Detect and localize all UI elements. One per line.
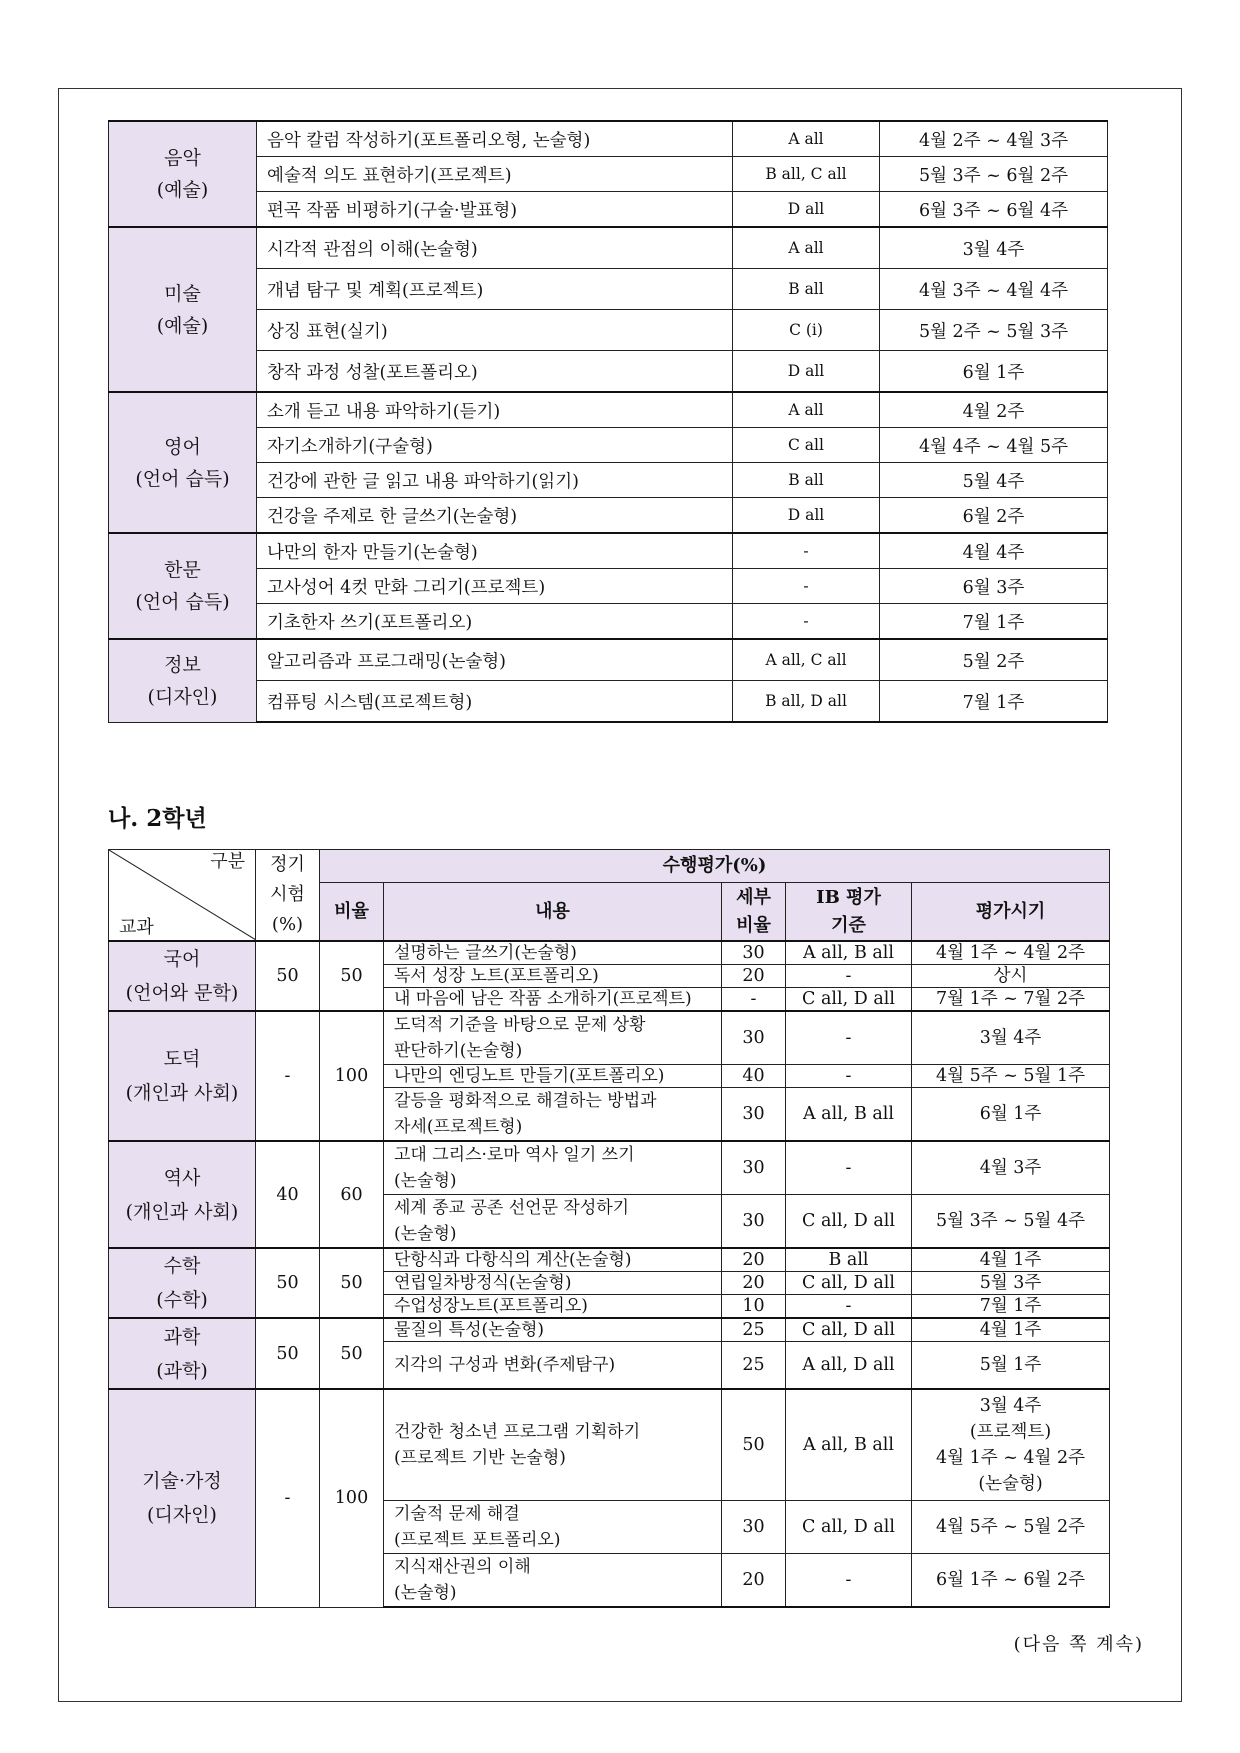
exam-cell: 50 xyxy=(256,1248,320,1318)
detail-ratio-cell: 30 xyxy=(722,1011,786,1065)
criteria-cell: C (i) xyxy=(733,310,880,351)
period-cell: 4월 1주 ~ 4월 2주 xyxy=(912,941,1110,965)
period-cell: 7월 1주 xyxy=(880,681,1108,723)
criteria-cell: B all, D all xyxy=(733,681,880,723)
period-cell: 5월 1주 xyxy=(912,1342,1110,1390)
content-cell: 알고리즘과 프로그래밍(논술형) xyxy=(257,639,733,681)
criteria-cell: A all xyxy=(733,227,880,269)
content-cell: 갈등을 평화적으로 해결하는 방법과 자세(프로젝트형) xyxy=(384,1088,722,1142)
content-cell: 기술적 문제 해결 (프로젝트 포트폴리오) xyxy=(384,1501,722,1554)
criteria-cell: - xyxy=(786,965,912,988)
content-cell: 고대 그리스·로마 역사 일기 쓰기 (논술형) xyxy=(384,1141,722,1195)
content-cell: 자기소개하기(구술형) xyxy=(257,428,733,463)
criteria-cell: - xyxy=(733,569,880,604)
content-cell: 독서 성장 노트(포트폴리오) xyxy=(384,965,722,988)
criteria-cell: C all, D all xyxy=(786,1195,912,1249)
ratio-cell: 100 xyxy=(320,1011,384,1141)
period-cell: 6월 3주 ~ 6월 4주 xyxy=(880,192,1108,228)
table-row xyxy=(109,941,1110,965)
period-cell: 5월 3주 ~ 5월 4주 xyxy=(912,1195,1110,1249)
header-ib-criteria: IB 평가 기준 xyxy=(786,883,912,941)
period-cell: 3월 4주 xyxy=(912,1011,1110,1065)
period-cell: 4월 3주 xyxy=(912,1141,1110,1195)
period-cell: 6월 1주 xyxy=(912,1088,1110,1142)
subject-cell: 음악 (예술) xyxy=(109,121,257,227)
criteria-cell: D all xyxy=(733,351,880,393)
period-cell: 4월 1주 xyxy=(912,1248,1110,1272)
period-cell: 5월 3주 xyxy=(912,1272,1110,1295)
content-cell: 컴퓨팅 시스템(프로젝트형) xyxy=(257,681,733,723)
table-row xyxy=(109,121,1108,157)
period-cell: 6월 1주 ~ 6월 2주 xyxy=(912,1554,1110,1608)
content-cell: 나만의 엔딩노트 만들기(포트폴리오) xyxy=(384,1065,722,1088)
criteria-cell: B all xyxy=(733,463,880,498)
detail-ratio-cell: 40 xyxy=(722,1065,786,1088)
table-row xyxy=(109,1141,1110,1195)
table-row xyxy=(109,157,1108,192)
header-detail-ratio: 세부 비율 xyxy=(722,883,786,941)
header-category-label: 구분 xyxy=(210,851,245,872)
table-row xyxy=(109,1011,1110,1065)
ratio-cell: 60 xyxy=(320,1141,384,1248)
criteria-cell: A all, B all xyxy=(786,1088,912,1142)
table-row xyxy=(109,681,1108,723)
period-cell: 4월 3주 ~ 4월 4주 xyxy=(880,269,1108,310)
subject-cell: 역사 (개인과 사회) xyxy=(109,1141,256,1248)
content-cell: 연립일차방정식(논술형) xyxy=(384,1272,722,1295)
detail-ratio-cell: 30 xyxy=(722,1195,786,1249)
table-row xyxy=(109,227,1108,269)
criteria-cell: D all xyxy=(733,498,880,534)
criteria-cell: C all, D all xyxy=(786,988,912,1012)
criteria-cell: - xyxy=(786,1295,912,1319)
content-cell: 상징 표현(실기) xyxy=(257,310,733,351)
criteria-cell: A all, B all xyxy=(786,941,912,965)
content-cell: 편곡 작품 비평하기(구술·발표형) xyxy=(257,192,733,228)
table-row xyxy=(109,310,1108,351)
grade2-assessment-table xyxy=(108,849,1110,1608)
subject-cell: 정보 (디자인) xyxy=(109,639,257,722)
criteria-cell: C all, D all xyxy=(786,1272,912,1295)
period-cell: 6월 3주 xyxy=(880,569,1108,604)
detail-ratio-cell: 10 xyxy=(722,1295,786,1319)
subject-cell: 과학 (과학) xyxy=(109,1318,256,1389)
content-cell: 물질의 특성(논술형) xyxy=(384,1318,722,1342)
detail-ratio-cell: 20 xyxy=(722,1248,786,1272)
table-row xyxy=(109,1389,1110,1501)
criteria-cell: A all, D all xyxy=(786,1342,912,1390)
criteria-cell: A all, B all xyxy=(786,1389,912,1501)
criteria-cell: - xyxy=(733,533,880,569)
header-performance: 수행평가(%) xyxy=(320,850,1110,883)
subject-cell: 한문 (언어 습득) xyxy=(109,533,257,639)
content-cell: 지식재산권의 이해 (논술형) xyxy=(384,1554,722,1608)
period-cell: 4월 2주 ~ 4월 3주 xyxy=(880,121,1108,157)
period-cell: 5월 4주 xyxy=(880,463,1108,498)
criteria-cell: D all xyxy=(733,192,880,228)
subject-cell: 기술·가정 (디자인) xyxy=(109,1389,256,1607)
detail-ratio-cell: 20 xyxy=(722,1554,786,1608)
period-cell: 5월 3주 ~ 6월 2주 xyxy=(880,157,1108,192)
table-row xyxy=(109,569,1108,604)
detail-ratio-cell: 25 xyxy=(722,1318,786,1342)
header-ratio: 비율 xyxy=(320,883,384,941)
period-cell: 상시 xyxy=(912,965,1110,988)
content-cell: 음악 칼럼 작성하기(포트폴리오형, 논술형) xyxy=(257,121,733,157)
content-cell: 단항식과 다항식의 계산(논술형) xyxy=(384,1248,722,1272)
table-row xyxy=(109,463,1108,498)
detail-ratio-cell: - xyxy=(722,988,786,1012)
exam-cell: 40 xyxy=(256,1141,320,1248)
criteria-cell: C all, D all xyxy=(786,1501,912,1554)
detail-ratio-cell: 50 xyxy=(722,1389,786,1501)
header-corner xyxy=(109,850,256,942)
table-row xyxy=(109,392,1108,428)
subject-cell: 수학 (수학) xyxy=(109,1248,256,1318)
content-cell: 지각의 구성과 변화(주제탐구) xyxy=(384,1342,722,1390)
content-cell: 나만의 한자 만들기(논술형) xyxy=(257,533,733,569)
period-cell: 7월 1주 ~ 7월 2주 xyxy=(912,988,1110,1012)
table-row xyxy=(109,604,1108,640)
content-cell: 시각적 관점의 이해(논술형) xyxy=(257,227,733,269)
detail-ratio-cell: 30 xyxy=(722,1501,786,1554)
period-cell: 5월 2주 xyxy=(880,639,1108,681)
period-cell: 7월 1주 xyxy=(912,1295,1110,1319)
period-cell: 4월 5주 ~ 5월 1주 xyxy=(912,1065,1110,1088)
grade1-assessment-table xyxy=(108,120,1108,723)
detail-ratio-cell: 25 xyxy=(722,1342,786,1390)
ratio-cell: 50 xyxy=(320,1318,384,1389)
content-cell: 건강에 관한 글 읽고 내용 파악하기(읽기) xyxy=(257,463,733,498)
period-cell: 3월 4주 (프로젝트) 4월 1주 ~ 4월 2주 (논술형) xyxy=(912,1389,1110,1501)
detail-ratio-cell: 30 xyxy=(722,941,786,965)
content-cell: 건강을 주제로 한 글쓰기(논술형) xyxy=(257,498,733,534)
criteria-cell: A all xyxy=(733,121,880,157)
criteria-cell: - xyxy=(786,1554,912,1608)
table-row xyxy=(109,498,1108,534)
period-cell: 4월 4주 xyxy=(880,533,1108,569)
header-content: 내용 xyxy=(384,883,722,941)
criteria-cell: - xyxy=(786,1141,912,1195)
period-cell: 4월 2주 xyxy=(880,392,1108,428)
detail-ratio-cell: 20 xyxy=(722,965,786,988)
criteria-cell: A all xyxy=(733,392,880,428)
content-cell: 내 마음에 남은 작품 소개하기(프로젝트) xyxy=(384,988,722,1012)
criteria-cell: B all, C all xyxy=(733,157,880,192)
detail-ratio-cell: 20 xyxy=(722,1272,786,1295)
content-cell: 개념 탐구 및 계획(프로젝트) xyxy=(257,269,733,310)
table-row xyxy=(109,1248,1110,1272)
table-row xyxy=(109,1318,1110,1342)
criteria-cell: B all xyxy=(733,269,880,310)
header-period: 평가시기 xyxy=(912,883,1110,941)
criteria-cell: - xyxy=(733,604,880,640)
ratio-cell: 50 xyxy=(320,1248,384,1318)
content-cell: 건강한 청소년 프로그램 기획하기 (프로젝트 기반 논술형) xyxy=(384,1389,722,1501)
period-cell: 7월 1주 xyxy=(880,604,1108,640)
content-cell: 기초한자 쓰기(포트폴리오) xyxy=(257,604,733,640)
exam-cell: - xyxy=(256,1011,320,1141)
table-row xyxy=(109,269,1108,310)
criteria-cell: B all xyxy=(786,1248,912,1272)
criteria-cell: A all, C all xyxy=(733,639,880,681)
criteria-cell: C all, D all xyxy=(786,1318,912,1342)
content-cell: 도덕적 기준을 바탕으로 문제 상황 판단하기(논술형) xyxy=(384,1011,722,1065)
content-cell: 예술적 의도 표현하기(프로젝트) xyxy=(257,157,733,192)
content-cell: 창작 과정 성찰(포트폴리오) xyxy=(257,351,733,393)
period-cell: 4월 1주 xyxy=(912,1318,1110,1342)
period-cell: 5월 2주 ~ 5월 3주 xyxy=(880,310,1108,351)
content-cell: 소개 듣고 내용 파악하기(듣기) xyxy=(257,392,733,428)
ratio-cell: 50 xyxy=(320,941,384,1011)
table-row xyxy=(109,428,1108,463)
continued-note: (다음 쪽 계속) xyxy=(1013,1634,1144,1655)
detail-ratio-cell: 30 xyxy=(722,1088,786,1142)
subject-cell: 도덕 (개인과 사회) xyxy=(109,1011,256,1141)
section-title: 나. 2학년 xyxy=(108,805,207,832)
period-cell: 4월 5주 ~ 5월 2주 xyxy=(912,1501,1110,1554)
content-cell: 수업성장노트(포트폴리오) xyxy=(384,1295,722,1319)
content-cell: 세계 종교 공존 선언문 작성하기 (논술형) xyxy=(384,1195,722,1249)
exam-cell: 50 xyxy=(256,941,320,1011)
criteria-cell: - xyxy=(786,1011,912,1065)
content-cell: 설명하는 글쓰기(논술형) xyxy=(384,941,722,965)
table-row xyxy=(109,351,1108,393)
subject-cell: 국어 (언어와 문학) xyxy=(109,941,256,1011)
period-cell: 6월 2주 xyxy=(880,498,1108,534)
table-row xyxy=(109,533,1108,569)
content-cell: 고사성어 4컷 만화 그리기(프로젝트) xyxy=(257,569,733,604)
detail-ratio-cell: 30 xyxy=(722,1141,786,1195)
criteria-cell: - xyxy=(786,1065,912,1088)
exam-cell: - xyxy=(256,1389,320,1607)
subject-cell: 영어 (언어 습득) xyxy=(109,392,257,533)
header-exam: 정기 시험 (%) xyxy=(256,850,320,942)
period-cell: 3월 4주 xyxy=(880,227,1108,269)
table-row xyxy=(109,192,1108,228)
period-cell: 6월 1주 xyxy=(880,351,1108,393)
ratio-cell: 100 xyxy=(320,1389,384,1607)
subject-cell: 미술 (예술) xyxy=(109,227,257,392)
period-cell: 4월 4주 ~ 4월 5주 xyxy=(880,428,1108,463)
table-row xyxy=(109,639,1108,681)
criteria-cell: C all xyxy=(733,428,880,463)
exam-cell: 50 xyxy=(256,1318,320,1389)
header-subject-label: 교과 xyxy=(119,917,154,938)
